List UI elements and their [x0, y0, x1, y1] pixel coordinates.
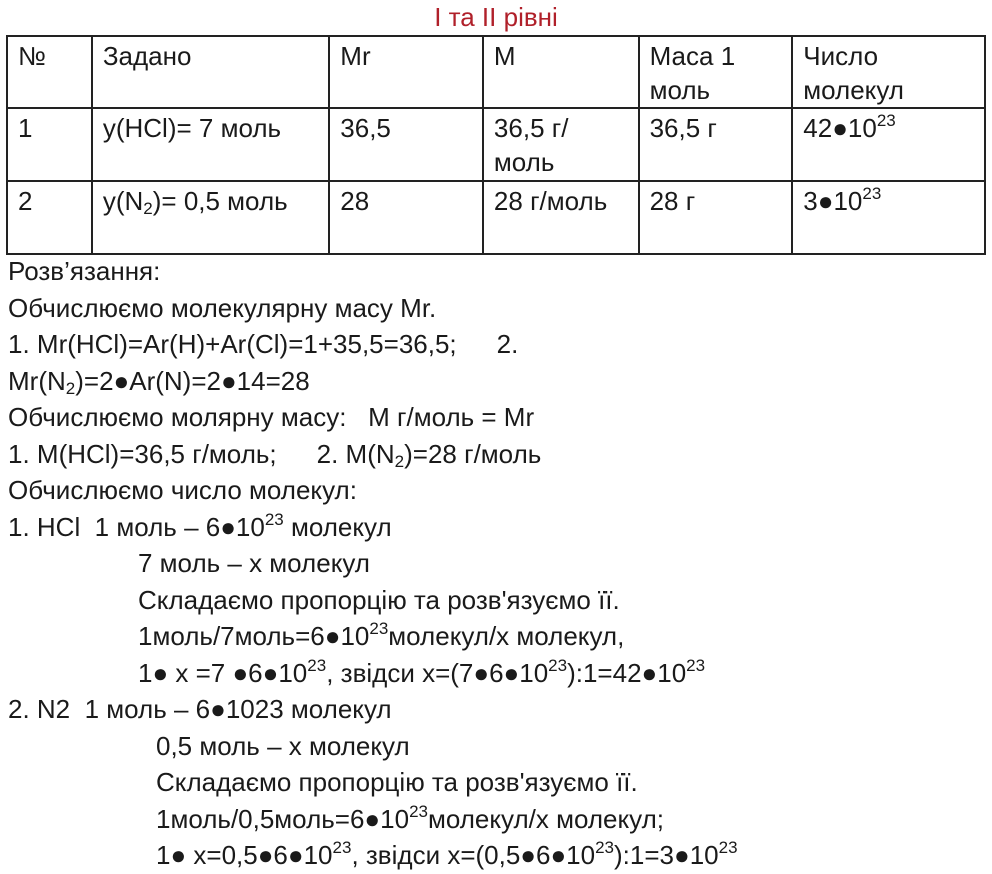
- header-number: №: [7, 36, 92, 108]
- cell-number: 1: [7, 108, 92, 181]
- molar-line: 1. M(HCl)=36,5 г/моль; 2. $M(N_2)=28$ г/моль: [8, 438, 542, 471]
- n2-line-4: $1моль/0,5моль=6●10^{23}молекул/х$ молекул;: [156, 801, 664, 834]
- table-header-row: [7, 36, 985, 108]
- cell-mass: 28 г: [639, 181, 793, 254]
- solution-heading: Розв’язання:: [8, 256, 161, 286]
- cell-given: y(HCl)= 7 моль: [92, 108, 329, 181]
- cell-m: 28 г/моль: [483, 181, 639, 254]
- table-row: [7, 181, 985, 254]
- table-row: [7, 108, 985, 181]
- n2-line-5: 1● $х=0,5●6●10^{23}$, звідси $х=(0,5●6●10^{23}):1=3●10^{23}$: [156, 838, 738, 870]
- n2-line-3: Складаємо пропорцію та розв'язуємо її.: [156, 767, 638, 797]
- mr-line-1: 1. Mr(HCl)=Ar(H)+Ar(Cl)=1+35,5=36,5; 2.: [8, 329, 519, 359]
- header-mass: Маса 1 моль: [639, 36, 793, 108]
- mr-line-2: $Mr(N_2)=2●Ar(N)=2●14=28$: [8, 365, 310, 398]
- header-mr: Mr: [329, 36, 483, 108]
- data-table: [6, 35, 986, 255]
- solution-block: [8, 253, 986, 874]
- header-m: M: [483, 36, 639, 108]
- cell-m: 36,5 г/моль: [483, 108, 639, 181]
- n2-line-2: 0,5 моль – x молекул: [156, 730, 410, 761]
- header-given: Задано: [92, 36, 329, 108]
- cell-mr: 36,5: [329, 108, 483, 181]
- cell-count: $42●10^{23}$: [792, 108, 985, 181]
- molar-intro: Обчислюємо молярну масу: M г/моль = Mr: [8, 402, 535, 432]
- cell-count: $3●10^{23}$: [792, 181, 985, 254]
- hcl-line-1: 1. HCl 1 моль – $6●10^{23}$ молекул: [8, 509, 392, 542]
- cell-mass: 36,5 г: [639, 108, 793, 181]
- hcl-line-4: $1моль/7моль=6●10^{23}молекул/х$ молекул,: [138, 619, 625, 651]
- count-intro: Обчислюємо число молекул:: [8, 475, 357, 505]
- cell-number: 2: [7, 181, 92, 254]
- cell-mr: 28: [329, 181, 483, 254]
- cell-given: $y(N_2)= 0,5$ моль: [92, 181, 329, 254]
- hcl-line-3: Складаємо пропорцію та розв'язуємо її.: [138, 584, 620, 615]
- n2-line-1: 2. N2 1 моль – 6●1023 молекул: [8, 694, 392, 724]
- hcl-line-5: 1● х =7 $●6●10^{23}$, звідси $х=(7●6●10^{23}):1=42●10^{23}$: [138, 655, 706, 688]
- page-title: I та II рівні: [434, 2, 558, 32]
- header-count: Число молекул: [792, 36, 985, 108]
- mr-intro: Обчислюємо молекулярну масу Mr.: [8, 292, 437, 323]
- hcl-line-2: 7 моль – x молекул: [138, 548, 370, 578]
